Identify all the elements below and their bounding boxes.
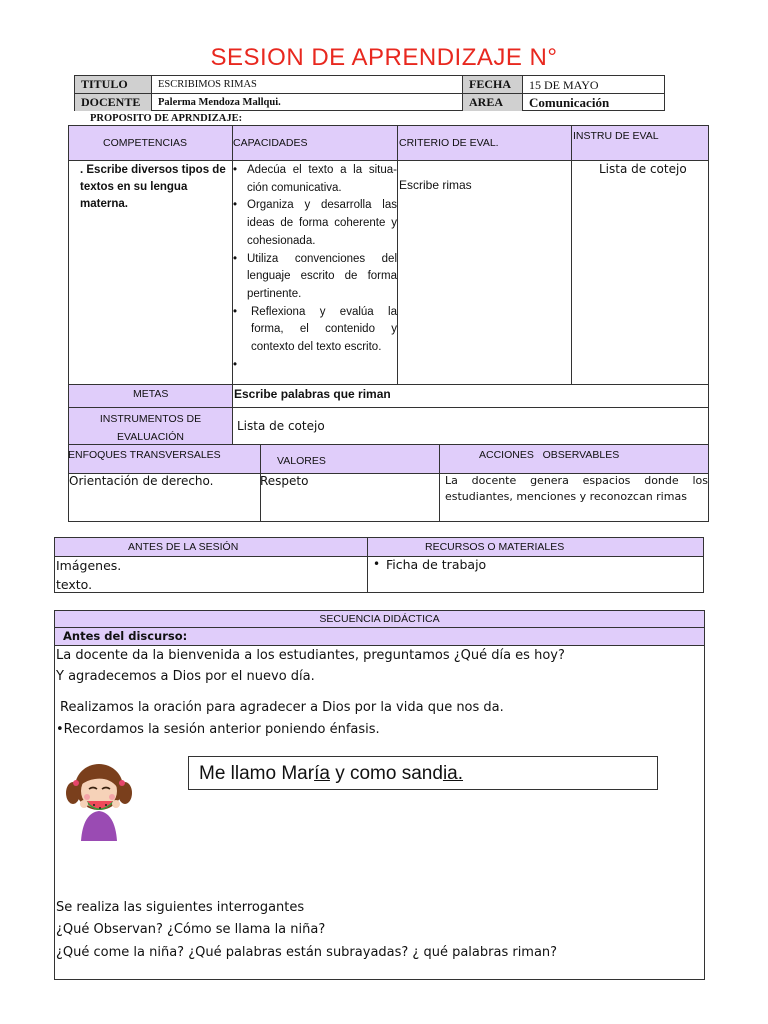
capacidad-item: • Adecúa el texto a la situa-ción comunicativa. (233, 162, 397, 197)
instrumentos-label: INSTRUMENTOS DE EVALUACIÓN (69, 408, 232, 444)
fecha-value: 15 DE MAYO (529, 78, 599, 92)
capacidad-item: • Reflexiona y evalúa la forma, el contenido y contexto del texto escrito. (233, 304, 397, 357)
capacidad-item: • Organiza y desarrolla las ideas de forma coherente y cohesionada. (233, 197, 397, 250)
antes-table (54, 537, 704, 593)
criterio-text: Escribe rimas (399, 178, 472, 192)
recursos-label: RECURSOS O MATERIALES (425, 541, 565, 553)
proposito-label: PROPOSITO DE APRNDIZAJE: (90, 113, 243, 124)
enfoques-label: ENFOQUES TRANSVERSALES (68, 449, 221, 461)
competencias-header: COMPETENCIAS (103, 137, 188, 149)
fecha-label: FECHA (463, 76, 522, 93)
main-table (68, 125, 709, 522)
valor-value: Respeto (260, 474, 309, 488)
secuencia-line: Y agradecemos a Dios por el nuevo día. (56, 669, 315, 684)
question-line: ¿Qué come la niña? ¿Qué palabras están subrayadas? ¿ qué palabras riman? (56, 945, 558, 960)
capacidad-item: • Utiliza convenciones del lenguaje escrito de forma pertinente. (233, 251, 397, 304)
capacidades-list (233, 162, 397, 357)
secuencia-line: •Recordamos la sesión anterior poniendo énfasis. (56, 722, 380, 737)
question-line: ¿Qué Observan? ¿Cómo se llama la niña? (56, 922, 326, 937)
secuencia-line: Realizamos la oración para agradecer a Dios por la vida que nos da. (60, 700, 504, 715)
valores-label: VALORES (277, 455, 326, 467)
instrumentos-value: Lista de cotejo (237, 419, 325, 433)
instru-header: INSTRU DE EVAL (573, 130, 659, 142)
rhyme-part: Me llamo Mar (199, 763, 315, 784)
docente-value: Palerma Mendoza Mallqui. (158, 97, 281, 108)
page-title: SESION DE APRENDIZAJE N° (210, 44, 558, 71)
instrumento-text: Lista de cotejo (599, 162, 687, 176)
question-line: Se realiza las siguientes interrogantes (56, 900, 305, 915)
rhyme-box (188, 756, 658, 790)
rhyme-part: y como sand (329, 763, 443, 784)
metas-value: Escribe palabras que riman (234, 387, 391, 401)
docente-label: DOCENTE (75, 94, 151, 111)
area-label: AREA (463, 94, 522, 111)
area-value: Comunicación (529, 95, 610, 110)
girl-eating-watermelon-illustration (65, 761, 133, 841)
antes-item: texto. (56, 577, 93, 592)
accion-value: La docente genera espacios donde los estudiantes, menciones y reconozcan rimas (445, 474, 708, 503)
antes-item: Imágenes. (56, 558, 122, 573)
secuencia-box (54, 610, 705, 980)
secuencia-subheader: Antes del discurso: (55, 628, 704, 645)
rhyme-underlined: ia. (442, 763, 464, 784)
header-table (74, 75, 665, 111)
secuencia-header: SECUENCIA DIDÁCTICA (55, 611, 704, 627)
enfoque-value: Orientación de derecho. (69, 474, 214, 488)
titulo-label: TITULO (75, 76, 151, 93)
antes-label: ANTES DE LA SESIÓN (128, 541, 239, 553)
secuencia-line: La docente da la bienvenida a los estudiantes, preguntamos ¿Qué día es hoy? (56, 648, 565, 663)
metas-label: METAS (133, 388, 169, 400)
titulo-value: ESCRIBIMOS RIMAS (158, 79, 257, 90)
rhyme-underlined: ía (314, 763, 330, 784)
recursos-item: Ficha de trabajo (386, 557, 487, 572)
acciones-label: ACCIONES OBSERVABLES (479, 449, 620, 461)
capacidades-header: CAPACIDADES (233, 137, 308, 149)
recursos-bullet: • (373, 557, 381, 571)
criterio-header: CRITERIO DE EVAL. (399, 137, 499, 149)
competencia-text: . Escribe diversos tipos de textos en su lengua materna. (80, 164, 226, 210)
